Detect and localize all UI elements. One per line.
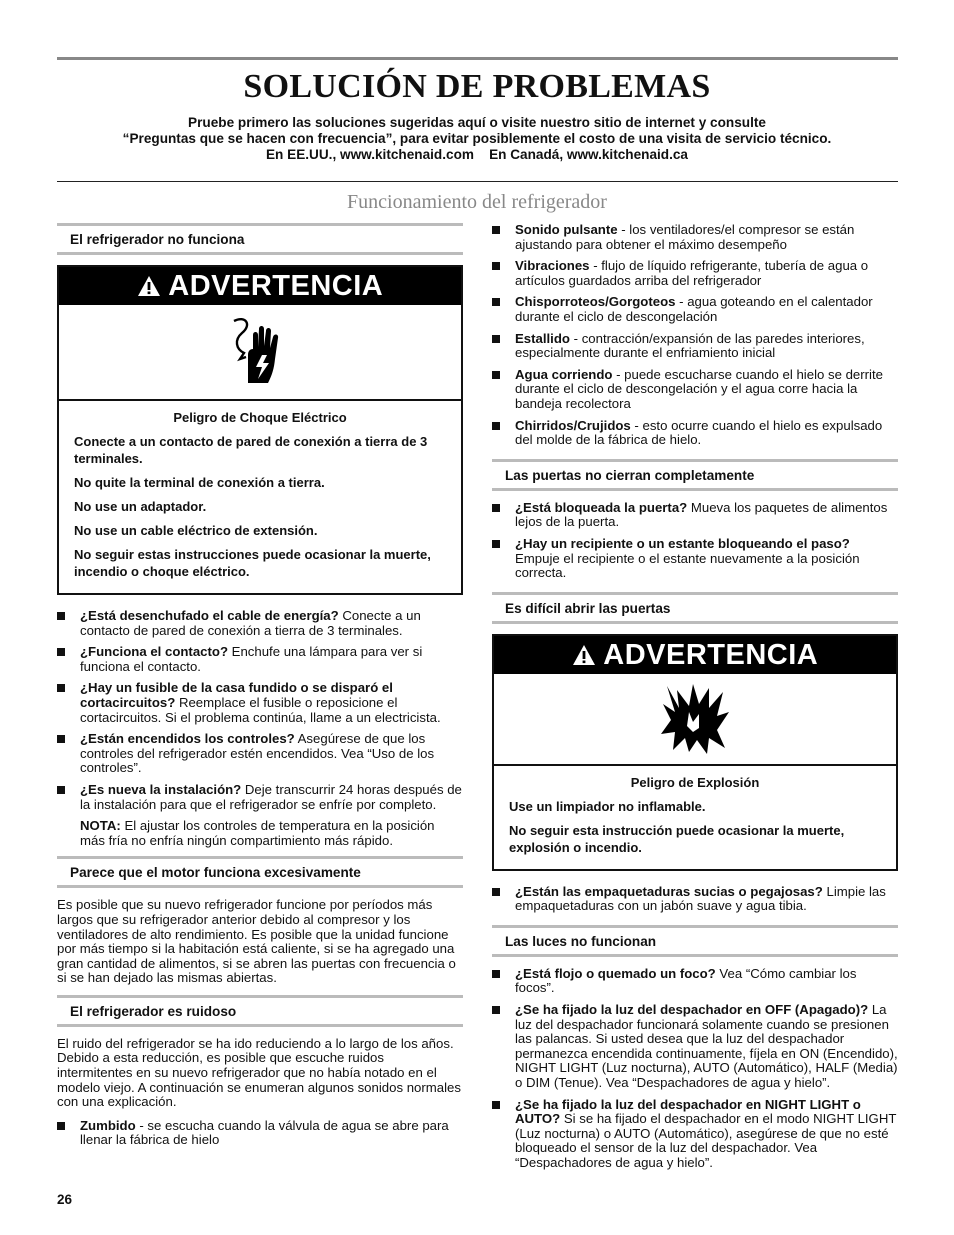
subsection-heading: Parece que el motor funciona excesivamente bbox=[57, 856, 463, 888]
warning-title: Peligro de Explosión bbox=[630, 774, 760, 790]
note: NOTA: El ajustar los controles de temperatura en la posición más fría no enfría ningún compartimiento más rápido. bbox=[80, 818, 435, 848]
left-column bbox=[57, 223, 463, 1155]
subsection-heading: El refrigerador no funciona bbox=[57, 223, 463, 255]
list-item: Chisporroteos/Gorgoteos - agua goteando en el calentador durante el ciclo de descongelación bbox=[492, 295, 898, 324]
intro-text bbox=[0, 115, 954, 163]
list-item: Zumbido - se escucha cuando la válvula de agua se abre para llenar la fábrica de hielo bbox=[57, 1119, 463, 1148]
warning-line: Use un limpiador no inflamable. bbox=[509, 798, 706, 814]
check-list bbox=[492, 885, 898, 914]
check-list bbox=[492, 967, 898, 1171]
list-item: Chirridos/Crujidos - esto ocurre cuando el hielo es expulsado del molde de la fábrica de hielo. bbox=[492, 419, 898, 448]
section-title: Funcionamiento del refrigerador bbox=[347, 191, 607, 213]
warning-line: No quite la terminal de conexión a tierra. bbox=[74, 475, 325, 490]
warning-line: No use un adaptador. bbox=[74, 499, 207, 514]
paragraph: Es posible que su nuevo refrigerador funcione por períodos más largos que su refrigerador anterior debido al compresor y los ventiladores de alto rendimiento. Es posible que la unidad funcione por más tiempo si la habitación está caliente, si se ha agregado una gran cantidad de alimentos, si se abren las puertas con frecuencia o si se han dejado las mismas abiertas. bbox=[57, 897, 456, 986]
top-rule bbox=[57, 57, 898, 60]
warning-line: No seguir esta instrucción puede ocasionar la muerte, explosión o incendio. bbox=[509, 822, 845, 855]
sound-list bbox=[492, 223, 898, 448]
list-item: Vibraciones - flujo de líquido refrigerante, tubería de agua o artículos guardados arriba del refrigerador bbox=[492, 259, 898, 288]
list-item: Sonido pulsante - los ventiladores/el compresor se están ajustando para obtener el máximo desempeño bbox=[492, 223, 898, 252]
list-item: ¿Es nueva la instalación? Deje transcurrir 24 horas después de la instalación para que el refrigerador se enfríe por completo. bbox=[57, 783, 463, 812]
subsection-heading: Es difícil abrir las puertas bbox=[492, 592, 898, 624]
list-item: ¿Está flojo o quemado un foco? Vea “Cómo cambiar los focos”. bbox=[492, 967, 898, 996]
warning-title: Peligro de Choque Eléctrico bbox=[173, 410, 347, 425]
list-item: ¿Se ha fijado la luz del despachador en NIGHT LIGHT o AUTO? Si se ha fijado el despachador en el modo NIGHT LIGHT (Luz nocturna) o AUTO (Automático), asegúrese de que no esté bloqueado el sensor de la luz del despachador. Vea “Despachadores de agua y hielo”. bbox=[492, 1098, 898, 1171]
subsection-heading: El refrigerador es ruidoso bbox=[57, 995, 463, 1027]
warning-word: ADVERTENCIA bbox=[603, 638, 819, 671]
page-title: SOLUCIÓN DE PROBLEMAS bbox=[243, 68, 711, 105]
paragraph: El ruido del refrigerador se ha ido reduciendo a lo largo de los años. Debido a esta reducción, es posible que escuche ruidos intermitentes en su nuevo refrigerador que no había notado en el modelo viejo. A continuación se enumeran algunos sonidos normales con una explicación. bbox=[57, 1035, 461, 1110]
page-number: 26 bbox=[57, 1192, 73, 1207]
intro-line: Pruebe primero las soluciones sugeridas aquí o visite nuestro sitio de internet y consulte bbox=[188, 115, 766, 130]
list-item: ¿Hay un fusible de la casa fundido o se disparó el cortacircuitos? Reemplace el fusible o reposicione el cortacircuitos. Si el problema continúa, llame a un electricista. bbox=[57, 681, 463, 725]
subsection-heading: Las puertas no cierran completamente bbox=[492, 459, 898, 491]
list-item: Agua corriendo - puede escucharse cuando el hielo se derrite durante el ciclo de descongelación y el agua corre hacia la bandeja recolectora bbox=[492, 368, 898, 412]
sound-list bbox=[57, 1119, 463, 1148]
list-item: ¿Están las empaquetaduras sucias o pegajosas? Limpie las empaquetaduras con un jabón suave y agua tibia. bbox=[492, 885, 898, 914]
warning-image bbox=[59, 305, 461, 401]
warning-text bbox=[59, 401, 461, 593]
check-list bbox=[492, 501, 898, 581]
list-item: Estallido - contracción/expansión de las paredes interiores, especialmente durante el enfriamiento inicial bbox=[492, 332, 898, 361]
intro-line: En EE.UU., www.kitchenaid.com En Canadá, www.kitchenaid.ca bbox=[265, 147, 688, 162]
intro-line: “Preguntas que se hacen con frecuencia”, para evitar posiblemente el costo de una visita de servicio técnico. bbox=[122, 131, 832, 146]
electric-shock-hand-icon bbox=[228, 313, 292, 391]
list-item: ¿Se ha fijado la luz del despachador en OFF (Apagado)? La luz del despachador funcionará solamente cuando se presionen las palancas. Si usted desea que la luz del despachador permanezca encendida continuamente, fíjela en ON (Encendido), NIGHT LIGHT (Luz nocturna), AUTO (Automático), HALF (Media) o DIM (Tenue). Vea “Despachadores de agua y hielo”. bbox=[492, 1003, 898, 1091]
warning-banner bbox=[494, 636, 896, 674]
warning-text bbox=[494, 766, 896, 869]
right-column bbox=[492, 223, 898, 1178]
warning-triangle-icon bbox=[137, 275, 161, 297]
list-item: ¿Está bloqueada la puerta? Mueva los paquetes de alimentos lejos de la puerta. bbox=[492, 501, 898, 530]
list-item: ¿Está desenchufado el cable de energía? Conecte a un contacto de pared de conexión a tierra de 3 terminales. bbox=[57, 609, 463, 638]
warning-line: No use un cable eléctrico de extensión. bbox=[74, 523, 318, 538]
list-item: ¿Están encendidos los controles? Asegúrese de que los controles del refrigerador estén encendidos. Vea “Uso de los controles”. bbox=[57, 732, 463, 776]
subsection-heading: Las luces no funcionan bbox=[492, 925, 898, 957]
explosion-icon bbox=[659, 682, 731, 756]
check-list bbox=[57, 609, 463, 812]
warning-line: No seguir estas instrucciones puede ocasionar la muerte, incendio o choque eléctrico. bbox=[74, 547, 431, 579]
warning-word: ADVERTENCIA bbox=[168, 270, 384, 302]
warning-box-shock bbox=[57, 265, 463, 595]
list-item: ¿Hay un recipiente o un estante bloqueando el paso? Empuje el recipiente o el estante nuevamente a la posición correcta. bbox=[492, 537, 898, 581]
warning-banner bbox=[59, 267, 461, 305]
warning-triangle-icon bbox=[572, 644, 596, 666]
warning-image bbox=[494, 674, 896, 766]
warning-line: Conecte a un contacto de pared de conexión a tierra de 3 terminales. bbox=[74, 434, 428, 466]
list-item: ¿Funciona el contacto? Enchufe una lámpara para ver si funciona el contacto. bbox=[57, 645, 463, 674]
section-rule bbox=[57, 181, 898, 182]
warning-box-explosion bbox=[492, 634, 898, 871]
